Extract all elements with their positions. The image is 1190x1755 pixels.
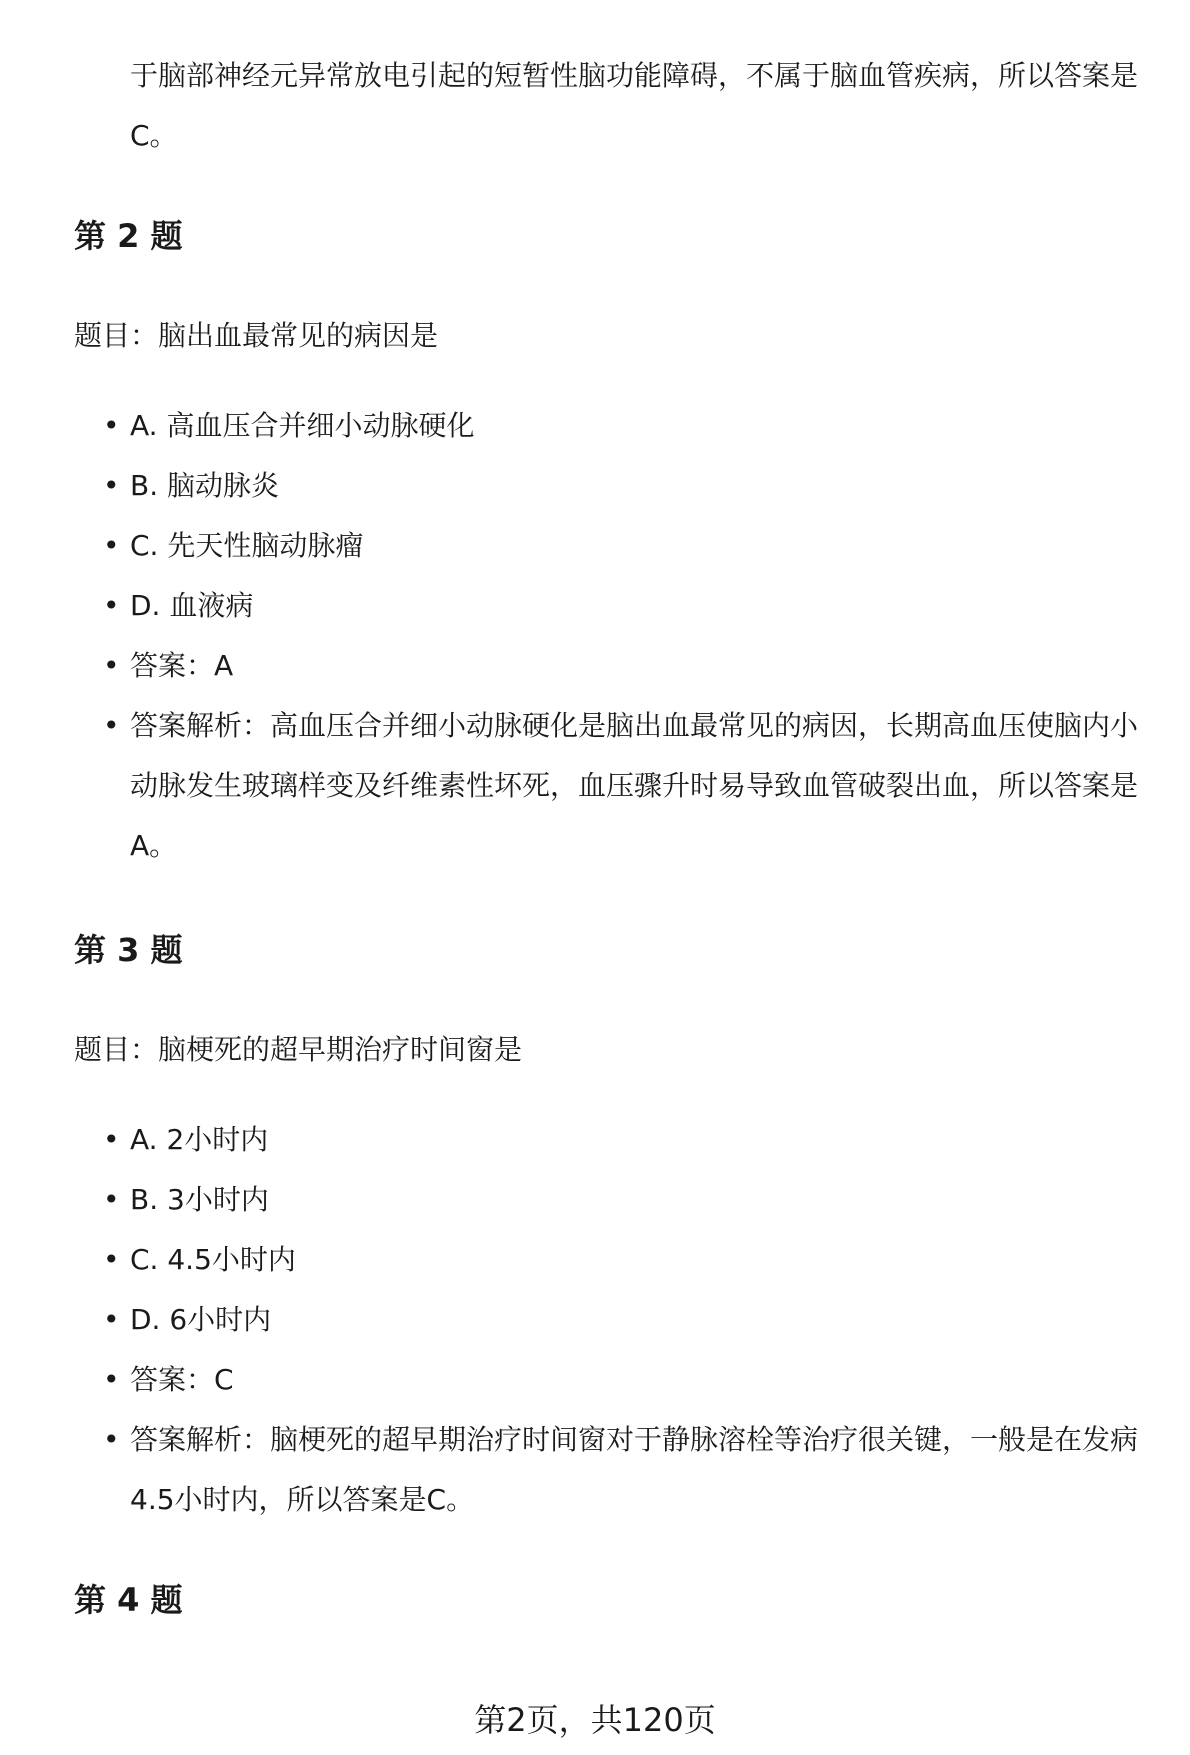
option-d: D. 血液病 (130, 589, 254, 622)
continuation-paragraph: 于脑部神经元异常放电引起的短暂性脑功能障碍，不属于脑血管疾病，所以答案是C。 (130, 59, 1139, 152)
answer-explanation: 答案解析：脑梗死的超早期治疗时间窗对于静脉溶栓等治疗很关键，一般是在发病4.5小时内，所以答案是C。 (130, 1423, 1139, 1516)
answer: 答案：A (130, 649, 234, 682)
bullet-icon: • (103, 1363, 120, 1396)
answer-explanation: 答案解析：高血压合并细小动脉硬化是脑出血最常见的病因，长期高血压使脑内小动脉发生玻璃样变及纤维素性坏死，血压骤升时易导致血管破裂出血，所以答案是A。 (130, 709, 1139, 862)
question-2-text: 题目：脑出血最常见的病因是 (74, 319, 439, 352)
option-a: A. 高血压合并细小动脉硬化 (130, 409, 475, 442)
list-item (0, 396, 1160, 456)
list-item (0, 636, 1160, 696)
bullet-icon: • (103, 529, 120, 562)
option-c: C. 先天性脑动脉瘤 (130, 529, 364, 562)
list-item (0, 1410, 1160, 1530)
option-d: D. 6小时内 (130, 1303, 272, 1336)
answer: 答案：C (130, 1363, 234, 1396)
bullet-icon: • (103, 1243, 120, 1276)
question-3-text: 题目：脑梗死的超早期治疗时间窗是 (74, 1033, 523, 1066)
question-3-options (0, 1110, 1190, 1530)
list-item (0, 1170, 1160, 1230)
question-2-heading: 第 2 题 (74, 217, 183, 255)
bullet-icon: • (103, 409, 120, 442)
bullet-icon: • (103, 469, 120, 502)
bullet-icon: • (103, 1303, 120, 1336)
bullet-icon: • (103, 1123, 120, 1156)
option-b: B. 脑动脉炎 (130, 469, 280, 502)
list-item (0, 576, 1160, 636)
bullet-icon: • (103, 1423, 120, 1456)
list-item (0, 1350, 1160, 1410)
bullet-icon: • (103, 709, 120, 742)
list-item (0, 1290, 1160, 1350)
option-a: A. 2小时内 (130, 1123, 269, 1156)
option-b: B. 3小时内 (130, 1183, 269, 1216)
option-c: C. 4.5小时内 (130, 1243, 296, 1276)
question-3-heading: 第 3 题 (74, 931, 183, 969)
list-item (0, 1230, 1160, 1290)
list-item (0, 516, 1160, 576)
bullet-icon: • (103, 649, 120, 682)
list-item (0, 696, 1160, 876)
bullet-icon: • (103, 1183, 120, 1216)
list-item (0, 1110, 1160, 1170)
question-4-heading: 第 4 题 (74, 1581, 183, 1619)
page-footer: 第2页，共120页 (474, 1701, 716, 1739)
bullet-icon: • (103, 589, 120, 622)
question-2-options (0, 396, 1190, 876)
list-item (0, 456, 1160, 516)
